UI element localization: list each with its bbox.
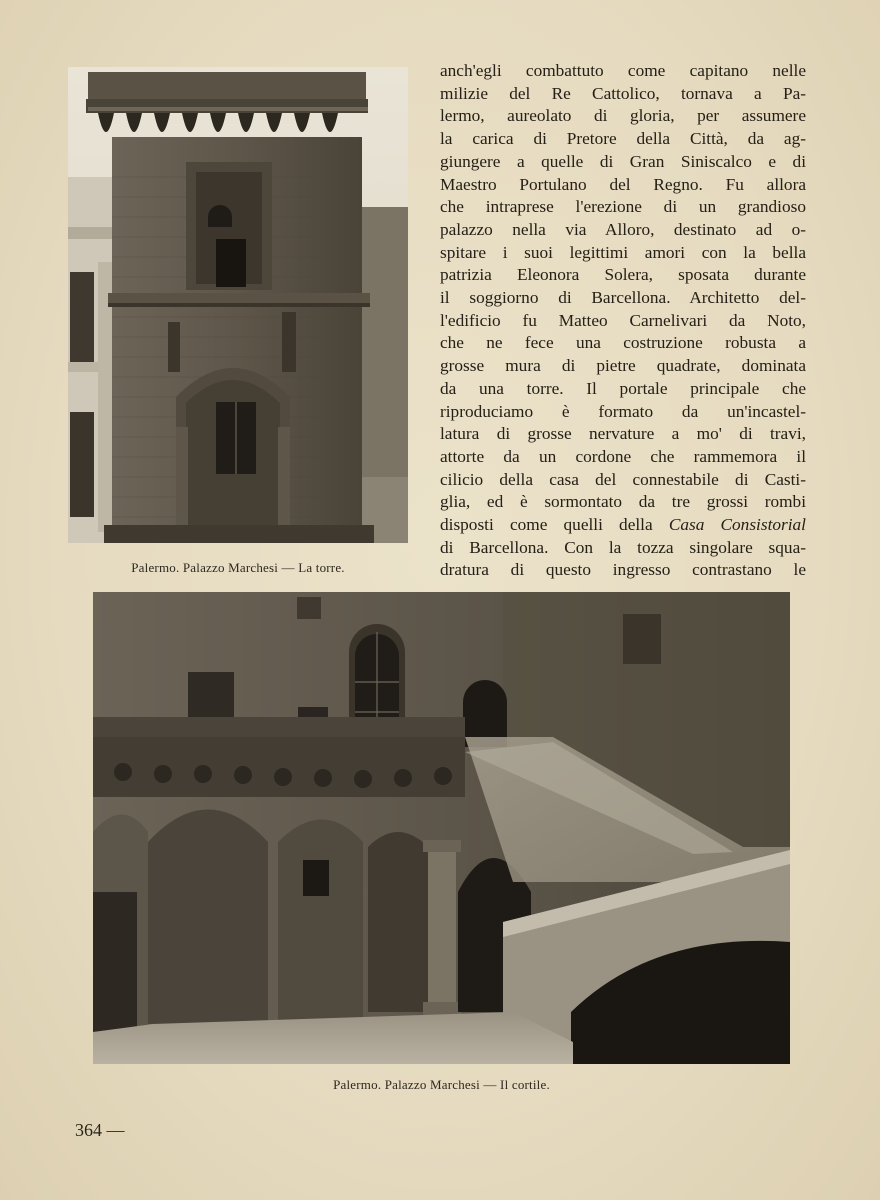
text-segment: disposti come quelli della <box>440 515 653 535</box>
text-line: la carica di Pretore della Città, da ag- <box>440 129 806 149</box>
text-line: glia, ed è sormontato da tre grossi rombi <box>440 492 806 512</box>
text-line <box>440 514 806 537</box>
text-line: latura di grosse nervature a mo' di travi, <box>440 424 806 444</box>
courtyard-caption: Palermo. Palazzo Marchesi — Il cortile. <box>333 1077 550 1092</box>
text-line: riproduciamo è formato da un'incastel- <box>440 401 806 421</box>
text-line: cilicio della casa del connestabile di Casti- <box>440 469 806 489</box>
text-line: giungere a quelle di Gran Siniscalco e di <box>440 151 806 171</box>
text-line: anch'egli combattuto come capitano nelle <box>440 61 806 80</box>
text-line: l'edificio fu Matteo Carnelivari da Noto, <box>440 310 806 330</box>
text-line: che intraprese l'erezione di un grandioso <box>440 197 806 217</box>
text-line: spitare i suoi legittimi amori con la bella <box>440 242 806 262</box>
text-line: di Barcellona. Con la tozza singolare squa- <box>440 537 806 557</box>
tower-caption: Palermo. Palazzo Marchesi — La torre. <box>131 560 345 575</box>
text-line: milizie del Re Cattolico, tornava a Pa- <box>440 83 806 103</box>
courtyard-photograph <box>93 592 790 1064</box>
text-line: grosse mura di pietre quadrate, dominata <box>440 356 806 376</box>
article-text <box>440 60 806 582</box>
page-number: 364 — <box>75 1120 125 1140</box>
text-line: palazzo nella via Alloro, destinato ad o- <box>440 219 806 239</box>
text-line: attorte da un cordone che rammemora il <box>440 446 806 466</box>
text-line: da una torre. Il portale principale che <box>440 378 806 398</box>
text-line: lermo, aureolato di gloria, per assumere <box>440 106 806 126</box>
text-line: che ne fece una costruzione robusta a <box>440 333 806 353</box>
text-line: patrizia Eleonora Solera, sposata durante <box>440 265 806 285</box>
tower-photograph <box>68 67 408 543</box>
text-line: Maestro Portulano del Regno. Fu allora <box>440 174 806 194</box>
text-line: dratura di questo ingresso contrastano le <box>440 560 806 580</box>
italic-phrase: Casa Consistorial <box>668 515 806 535</box>
text-line: il soggiorno di Barcellona. Architetto del- <box>440 288 806 308</box>
